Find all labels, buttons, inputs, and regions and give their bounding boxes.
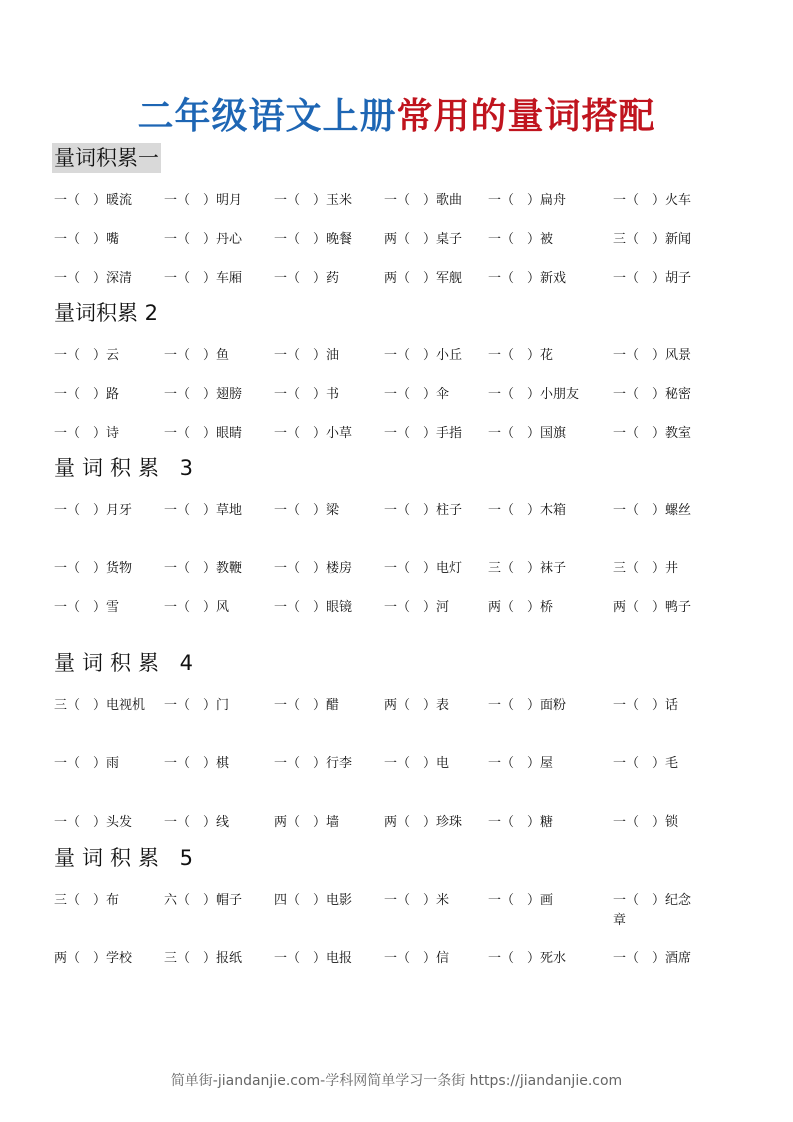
measure-word-item: 一（ ）小草 bbox=[274, 426, 353, 441]
measure-word-item: 一（ ）纪念章 bbox=[613, 893, 692, 928]
measure-word-item: 一（ ）屋 bbox=[488, 756, 554, 771]
measure-word-item: 两（ ）桥 bbox=[488, 600, 554, 615]
measure-word-item: 一（ ）眼睛 bbox=[164, 426, 243, 441]
measure-word-item: 一（ ）被 bbox=[488, 232, 554, 247]
measure-word-item: 一（ ）玉米 bbox=[274, 193, 353, 208]
measure-word-item: 一（ ）明月 bbox=[164, 193, 243, 208]
measure-word-item: 一（ ）雨 bbox=[54, 756, 120, 771]
measure-word-item: 一（ ）扁舟 bbox=[488, 193, 567, 208]
measure-word-item: 一（ ）药 bbox=[274, 271, 340, 286]
measure-word-item: 两（ ）墙 bbox=[274, 815, 340, 830]
measure-word-item: 一（ ）雪 bbox=[54, 600, 120, 615]
measure-word-item: 一（ ）线 bbox=[164, 815, 230, 830]
measure-word-item: 一（ ）醋 bbox=[274, 698, 340, 713]
measure-word-item: 一（ ）棋 bbox=[164, 756, 230, 771]
measure-word-item: 一（ ）眼镜 bbox=[274, 600, 353, 615]
measure-word-item: 一（ ）小朋友 bbox=[488, 387, 580, 402]
section-heading-5: 量词积累 5 bbox=[54, 846, 201, 870]
measure-word-item: 一（ ）教鞭 bbox=[164, 561, 243, 576]
measure-word-item: 一（ ）新戏 bbox=[488, 271, 567, 286]
measure-word-item: 六（ ）帽子 bbox=[164, 893, 243, 908]
measure-word-item: 一（ ）手指 bbox=[384, 426, 463, 441]
measure-word-item: 一（ ）锁 bbox=[613, 815, 679, 830]
measure-word-item: 一（ ）嘴 bbox=[54, 232, 120, 247]
measure-word-item: 一（ ）翅膀 bbox=[164, 387, 243, 402]
measure-word-item: 三（ ）电视机 bbox=[54, 698, 146, 713]
measure-word-item: 一（ ）车厢 bbox=[164, 271, 243, 286]
measure-word-item: 一（ ）糖 bbox=[488, 815, 554, 830]
measure-word-item: 一（ ）路 bbox=[54, 387, 120, 402]
measure-word-item: 两（ ）鸭子 bbox=[613, 600, 692, 615]
measure-word-item: 一（ ）深清 bbox=[54, 271, 133, 286]
measure-word-item: 一（ ）毛 bbox=[613, 756, 679, 771]
page-title bbox=[0, 92, 793, 140]
measure-word-item: 一（ ）花 bbox=[488, 348, 554, 363]
measure-word-item: 一（ ）酒席 bbox=[613, 951, 692, 966]
measure-word-item: 一（ ）面粉 bbox=[488, 698, 567, 713]
measure-word-item: 一（ ）画 bbox=[488, 893, 554, 908]
measure-word-item: 两（ ）军舰 bbox=[384, 271, 463, 286]
title-part-2: 常用的量词搭配 bbox=[396, 95, 656, 137]
measure-word-item: 一（ ）国旗 bbox=[488, 426, 567, 441]
measure-word-item: 一（ ）电灯 bbox=[384, 561, 463, 576]
measure-word-item: 一（ ）梁 bbox=[274, 503, 340, 518]
measure-word-item: 一（ ）柱子 bbox=[384, 503, 463, 518]
measure-word-item: 两（ ）珍珠 bbox=[384, 815, 463, 830]
measure-word-item: 一（ ）油 bbox=[274, 348, 340, 363]
measure-word-item: 一（ ）歌曲 bbox=[384, 193, 463, 208]
measure-word-item: 一（ ）河 bbox=[384, 600, 450, 615]
measure-word-item: 一（ ）楼房 bbox=[274, 561, 353, 576]
measure-word-item: 三（ ）新闻 bbox=[613, 232, 692, 247]
measure-word-item: 一（ ）行李 bbox=[274, 756, 353, 771]
measure-word-item: 一（ ）云 bbox=[54, 348, 120, 363]
measure-word-item: 一（ ）电 bbox=[384, 756, 450, 771]
measure-word-item: 一（ ）货物 bbox=[54, 561, 133, 576]
section-heading-1: 量词积累一 bbox=[52, 143, 161, 173]
measure-word-item: 一（ ）木箱 bbox=[488, 503, 567, 518]
measure-word-item: 四（ ）电影 bbox=[274, 893, 353, 908]
measure-word-item: 三（ ）报纸 bbox=[164, 951, 243, 966]
measure-word-item: 两（ ）学校 bbox=[54, 951, 133, 966]
measure-word-item: 两（ ）桌子 bbox=[384, 232, 463, 247]
measure-word-item: 一（ ）小丘 bbox=[384, 348, 463, 363]
measure-word-item: 两（ ）表 bbox=[384, 698, 450, 713]
measure-word-item: 一（ ）话 bbox=[613, 698, 679, 713]
measure-word-item: 三（ ）袜子 bbox=[488, 561, 567, 576]
measure-word-item: 一（ ）米 bbox=[384, 893, 450, 908]
measure-word-item: 一（ ）鱼 bbox=[164, 348, 230, 363]
measure-word-item: 一（ ）头发 bbox=[54, 815, 133, 830]
measure-word-item: 一（ ）书 bbox=[274, 387, 340, 402]
measure-word-item: 一（ ）火车 bbox=[613, 193, 692, 208]
measure-word-item: 一（ ）电报 bbox=[274, 951, 353, 966]
measure-word-item: 一（ ）诗 bbox=[54, 426, 120, 441]
title-part-1: 二年级语文上册 bbox=[137, 95, 397, 137]
section-heading-3: 量词积累 3 bbox=[54, 456, 201, 480]
measure-word-item: 一（ ）风景 bbox=[613, 348, 692, 363]
measure-word-item: 一（ ）风 bbox=[164, 600, 230, 615]
measure-word-item: 一（ ）草地 bbox=[164, 503, 243, 518]
footer-watermark: 简单街-jiandanjie.com-学科网简单学习一条街 https://jiandanjie.com bbox=[170, 1073, 623, 1089]
measure-word-item: 一（ ）门 bbox=[164, 698, 230, 713]
measure-word-item: 一（ ）秘密 bbox=[613, 387, 692, 402]
measure-word-item: 一（ ）月牙 bbox=[54, 503, 133, 518]
measure-word-item: 一（ ）丹心 bbox=[164, 232, 243, 247]
measure-word-item: 一（ ）暖流 bbox=[54, 193, 133, 208]
measure-word-item: 一（ ）螺丝 bbox=[613, 503, 692, 518]
measure-word-item: 一（ ）伞 bbox=[384, 387, 450, 402]
measure-word-item: 一（ ）死水 bbox=[488, 951, 567, 966]
measure-word-item: 一（ ）教室 bbox=[613, 426, 692, 441]
measure-word-item: 一（ ）胡子 bbox=[613, 271, 692, 286]
measure-word-item: 三（ ）布 bbox=[54, 893, 120, 908]
section-heading-4: 量词积累 4 bbox=[54, 651, 201, 675]
measure-word-item: 一（ ）晚餐 bbox=[274, 232, 353, 247]
section-heading-2: 量词积累 2 bbox=[54, 301, 159, 325]
measure-word-item: 三（ ）井 bbox=[613, 561, 679, 576]
measure-word-item: 一（ ）信 bbox=[384, 951, 450, 966]
